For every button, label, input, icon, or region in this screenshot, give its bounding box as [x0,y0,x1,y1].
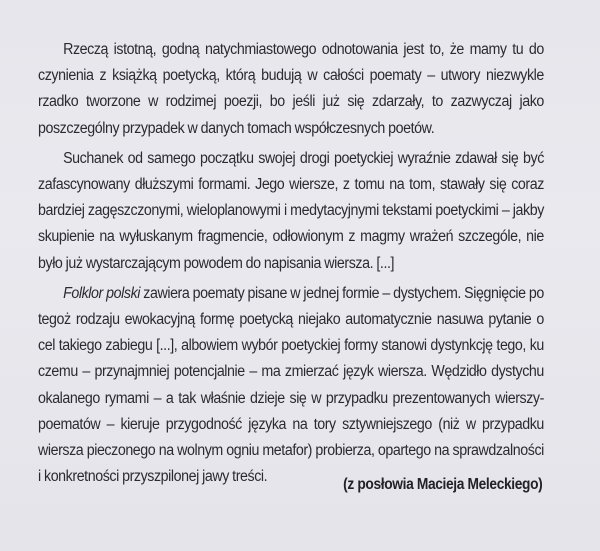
paragraph-3 [38,281,544,491]
paragraph-3-text: zawiera poematy pisane w jednej formie – dystychem. Sięgnięcie po tegoż rodzaju ewokacyjną formę poetycką niejako automatycznie nasuwa pytanie o cel takiego zabiegu [...], albowiem wybór poetyckiej formy stanowi dystynkcję tego, ku czemu – przynajmniej potencjalnie – ma zmierzać język wiersza. Wędzidło dystychu okalanego rymami – a tak właśnie dzieje się w przypadku prezentowanych wierszy-poematów – kieruje przygodność języka na tory sztywniejszego (niż w przypadku wiersza pieczonego na wolnym ogniu metafor) probierza, opartego na sprawdzalności i konkretności przyszpilonej jawy treści. [38,284,544,486]
book-title: Folklor polski [63,284,141,302]
paragraph-2: Suchanek od samego początku swojej drogi poetyckiej wyraźnie zdawał się być zafascynowany dłuższymi formami. Jego wiersze, z tomu na tom, stawały się coraz bardziej zagęszczonymi, wieloplanowymi i medytacyjnymi tekstami poetyckimi – jakby skupienie na wyłuskanym fragmencie, odłowionym z magmy wrażeń szczególe, nie było już wystarczającym powodem do napisania wiersza. [...] [38,149,544,272]
text-body [38,37,544,494]
paragraph-1: Rzeczą istotną, godną natychmiastowego odnotowania jest to, że mamy tu do czynienia z książką poetycką, którą budują w całości poematy – utwory niezwykle rzadko tworzone w rodzimej poezji, bo jeśli już się zdarzały, to zazwyczaj jako poszczególny przypadek w danych tomach współczesnych poetów. [38,41,544,137]
attribution: (z posłowia Macieja Meleckiego) [342,476,542,493]
